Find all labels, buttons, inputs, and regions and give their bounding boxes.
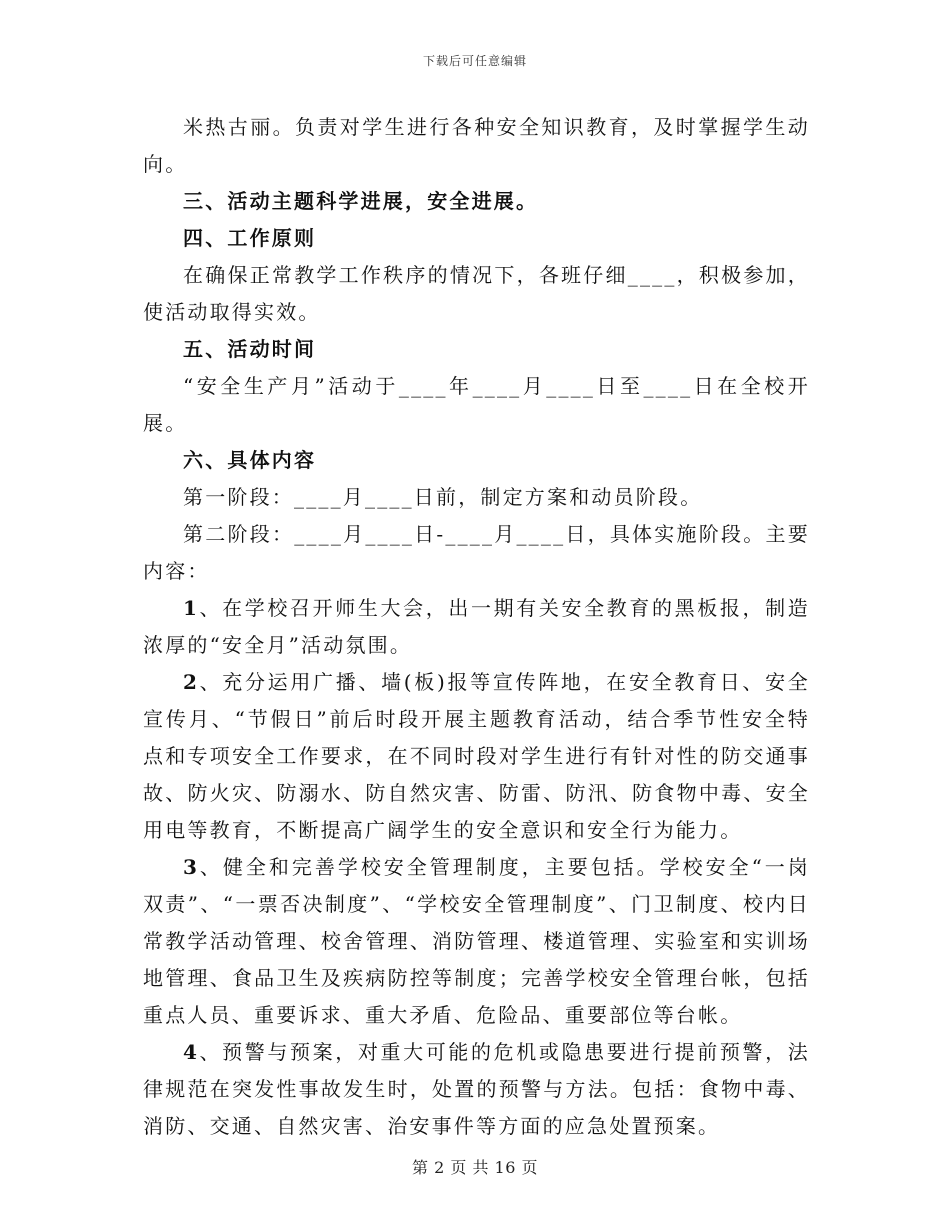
paragraph-intro: 米热古丽。负责对学生进行各种安全知识教育，及时掌握学生动向。 [143, 115, 810, 176]
list-item-1 [143, 590, 810, 664]
list-item-3-number: 3 [183, 855, 200, 879]
page-header-note: 下载后可任意编辑 [422, 54, 527, 68]
heading-section-3: 三、活动主题科学进展，安全进展。 [183, 189, 539, 213]
list-item-3 [143, 849, 810, 1034]
list-item-4-number: 4 [183, 1040, 200, 1064]
page-number-footer: 第 2 页 共 16 页 [412, 1158, 538, 1177]
list-item-4-text: 、预警与预案，对重大可能的危机或隐患要进行提前预警，法律规范在突发性事故发生时，处置的预警与方法。包括：食物中毒、消防、交通、自然灾害、治安事件等方面的应急处置预案。 [143, 1040, 810, 1138]
list-item-3-text: 、健全和完善学校安全管理制度，主要包括。学校安全“一岗双责”、“一票否决制度”、“学校安全管理制度”、门卫制度、校内日常教学活动管理、校舍管理、消防管理、楼道管理、实验室和实训场地管理、食品卫生及疾病防控等制度；完善学校安全管理台帐，包括重点人员、重要诉求、重大矛盾、危险品、重要部位等台帐。 [143, 855, 810, 1027]
paragraph-activity-time: “安全生产月”活动于____年____月____日至____日在全校开展。 [143, 374, 810, 435]
paragraph-work-principle: 在确保正常教学工作秩序的情况下，各班仔细____，积极参加，使活动取得实效。 [143, 263, 810, 324]
paragraph-stage-1: 第一阶段：____月____日前，制定方案和动员阶段。 [183, 485, 703, 509]
list-item-2-text: 、充分运用广播、墙(板)报等宣传阵地，在安全教育日、安全宣传月、“节假日”前后时段开展主题教育活动，结合季节性安全特点和专项安全工作要求，在不同时段对学生进行有针对性的防交通事故、防火灾、防溺水、防自然灾害、防雷、防汛、防食物中毒、安全用电等教育，不断提高广阔学生的安全意识和安全行为能力。 [143, 670, 810, 842]
document-body [143, 109, 810, 1145]
heading-section-6: 六、具体内容 [183, 448, 317, 472]
heading-section-5: 五、活动时间 [183, 337, 317, 361]
list-item-2-number: 2 [183, 670, 200, 694]
heading-section-4: 四、工作原则 [183, 226, 317, 250]
paragraph-stage-2: 第二阶段：____月____日-____月____日，具体实施阶段。主要内容： [143, 522, 810, 583]
list-item-1-text: 、在学校召开师生大会，出一期有关安全教育的黑板报，制造浓厚的“安全月”活动氛围。 [143, 596, 810, 657]
list-item-2 [143, 664, 810, 849]
list-item-4 [143, 1034, 810, 1145]
list-item-1-number: 1 [183, 596, 200, 620]
